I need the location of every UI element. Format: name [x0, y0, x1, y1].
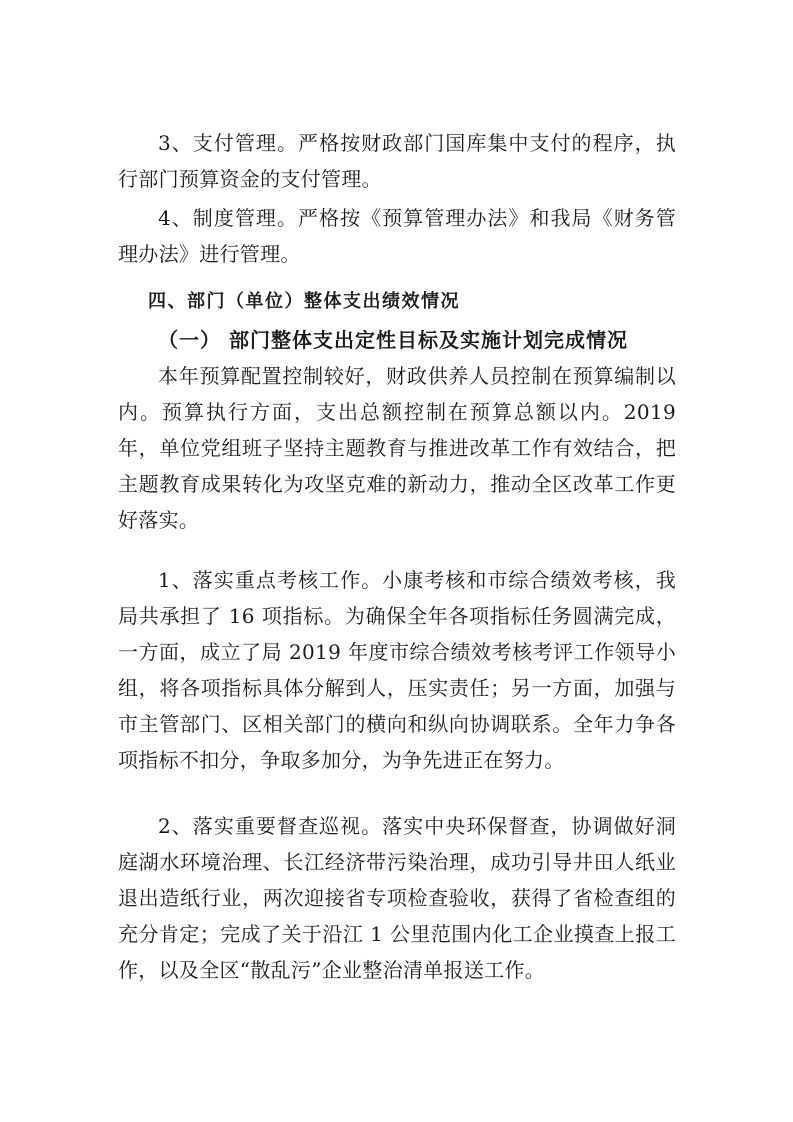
- paragraph-payment-management: 3、支付管理。严格按财政部门国库集中支付的程序，执行部门预算资金的支付管理。: [118, 131, 676, 191]
- section-heading-performance: 四、部门（单位）整体支出绩效情况: [148, 291, 460, 312]
- paragraph-key-assessment: 1、落实重点考核工作。小康考核和市综合绩效考核，我局共承担了 16 项指标。为确保全年各项指标任务圆满完成，一方面，成立了局 2019 年度市综合绩效考核考评工作领导小组，将各项指标具体分解到人，压实责任；另一方面，加强与市主管部门、区相关部门的横向和纵向协调联系。全年力争各项指标不扣分，争取多加分，为争先进正在努力。: [118, 568, 676, 772]
- paragraph-system-management: 4、制度管理。严格按《预算管理办法》和我局《财务管理办法》进行管理。: [118, 206, 676, 266]
- subsection-heading-qualitative-goals: （一） 部门整体支出定性目标及实施计划完成情况: [158, 328, 628, 352]
- paragraph-budget-control: 本年预算配置控制较好，财政供养人员控制在预算编制以内。预算执行方面，支出总额控制在预算总额以内。2019 年，单位党组班子坚持主题教育与推进改革工作有效结合，把主题教育成果转化为攻坚克难的新动力，推动全区改革工作更好落实。: [118, 364, 676, 532]
- paragraph-inspection: 2、落实重要督查巡视。落实中央环保督查，协调做好洞庭湖水环境治理、长江经济带污染治理，成功引导井田人纸业退出造纸行业，两次迎接省专项检查验收，获得了省检查组的充分肯定；完成了关于沿江 1 公里范围内化工企业摸查上报工作，以及全区“散乱污”企业整治清单报送工作。: [118, 814, 676, 982]
